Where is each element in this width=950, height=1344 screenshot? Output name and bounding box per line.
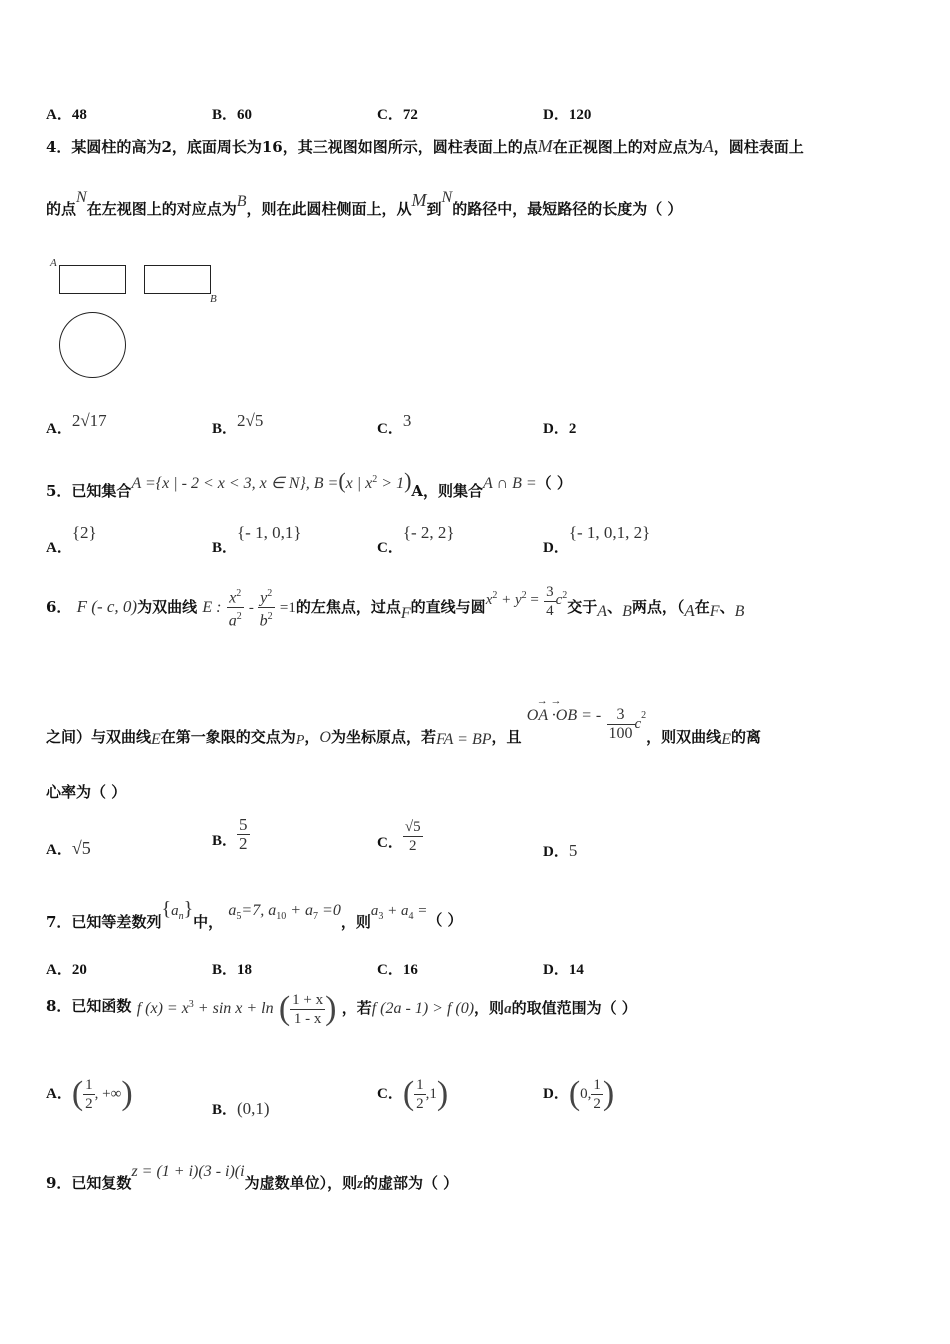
q8-option-a: A．( $\frac{1}{2}$ , +∞) [46,1075,133,1112]
q4-option-b: B．2√5 [212,411,264,437]
q4-option-d: D．2 [543,421,577,437]
q3-option-c: C．72 [377,107,418,123]
q7-stem: 7．已知等差数列$\{a_n\}$中， $a_5=7$, $a_{10} + a_7 =0$，则$a_3 + a_4$ =（ ） [46,898,463,931]
q6-stem-line2: 之间）与双曲线E在第一象限的交点为P，O为坐标原点，若FA = BP，且 → → OA ·OB = - $\frac{3}{100}$ $c^2$，则双曲线E的离 [46,695,761,748]
q7-option-b: B．18 [212,962,253,978]
q7-option-d: D．14 [543,962,584,978]
q5-option-a: A．{2} [46,523,97,556]
q7-option-a: A．20 [46,962,87,978]
q9-stem: 9．已知复数z = (1 + i)(3 - i)(i为虚数单位），则z的虚部为（ ） [46,1163,459,1192]
q6-option-b: B． $\frac{5}{2}$ [212,815,248,853]
q5-stem: 5．已知集合A ={x | - 2 < x < 3, x ∈ N}, B =(x | $x^2 > 1)A$，则集合A ∩ B =（ ） [46,468,572,500]
q8-option-d: D．(0, $\frac{1}{2}$ ) [543,1075,615,1112]
q8-stem: 8．已知函数 f $(x) = x^3 + \sin x + \ln$ ( $\frac{1 + x}{1 - x}$ ) ，若f (2a - 1) > f (0)，则a的取值范围为（ ） [46,990,637,1027]
q7-option-c: C．16 [377,962,418,978]
front-view-rect [59,265,126,294]
q3-option-a: A．48 [46,107,87,123]
q6-option-a: A．√5 [46,838,91,858]
q6-option-c: C． $\frac{√5}{2}$ [377,819,421,854]
q4-stem-line1: 4．某圆柱的高为2，底面周长为16，其三视图如图所示，圆柱表面上的点M在正视图上的对应点为A，圆柱表面上 [46,136,804,156]
q3-option-b: B．60 [212,107,253,123]
q6-option-d: D．5 [543,841,578,860]
q6-stem-line1: 6． F (- c, 0)为双曲线 E : $\frac{x^2}{a^2}$ - $\frac{y^2}{b^2}$ =1的左焦点，过点F的直线与圆$x^2 + y^2$ = $\frac{3}{4}$ $c^2$交于A、B两点，（A在F、B [46,584,745,630]
q5-option-b: B．{- 1, 0,1} [212,523,302,556]
q3-option-d: D．120 [543,107,592,123]
side-view-rect [144,265,211,294]
q8-option-c: C．( $\frac{1}{2}$ ,1) [377,1075,449,1112]
q5-option-d: D．{- 1, 0,1, 2} [543,523,651,556]
q4-option-c: C．3 [377,411,412,437]
q5-option-c: C．{- 2, 2} [377,523,455,556]
top-view-circle [59,312,126,378]
q6-stem-line3: 心率为（ ） [46,783,127,801]
figure-label-b: B [210,293,217,305]
q8-option-b: B．(0,1) [212,1099,270,1118]
q4-option-a: A．2√17 [46,411,107,437]
q4-stem-line2: 的点N在左视图上的对应点为B，则在此圆柱侧面上，从M到N的路径中，最短路径的长度为（ ） [46,189,683,218]
figure-label-a: A [50,257,57,269]
